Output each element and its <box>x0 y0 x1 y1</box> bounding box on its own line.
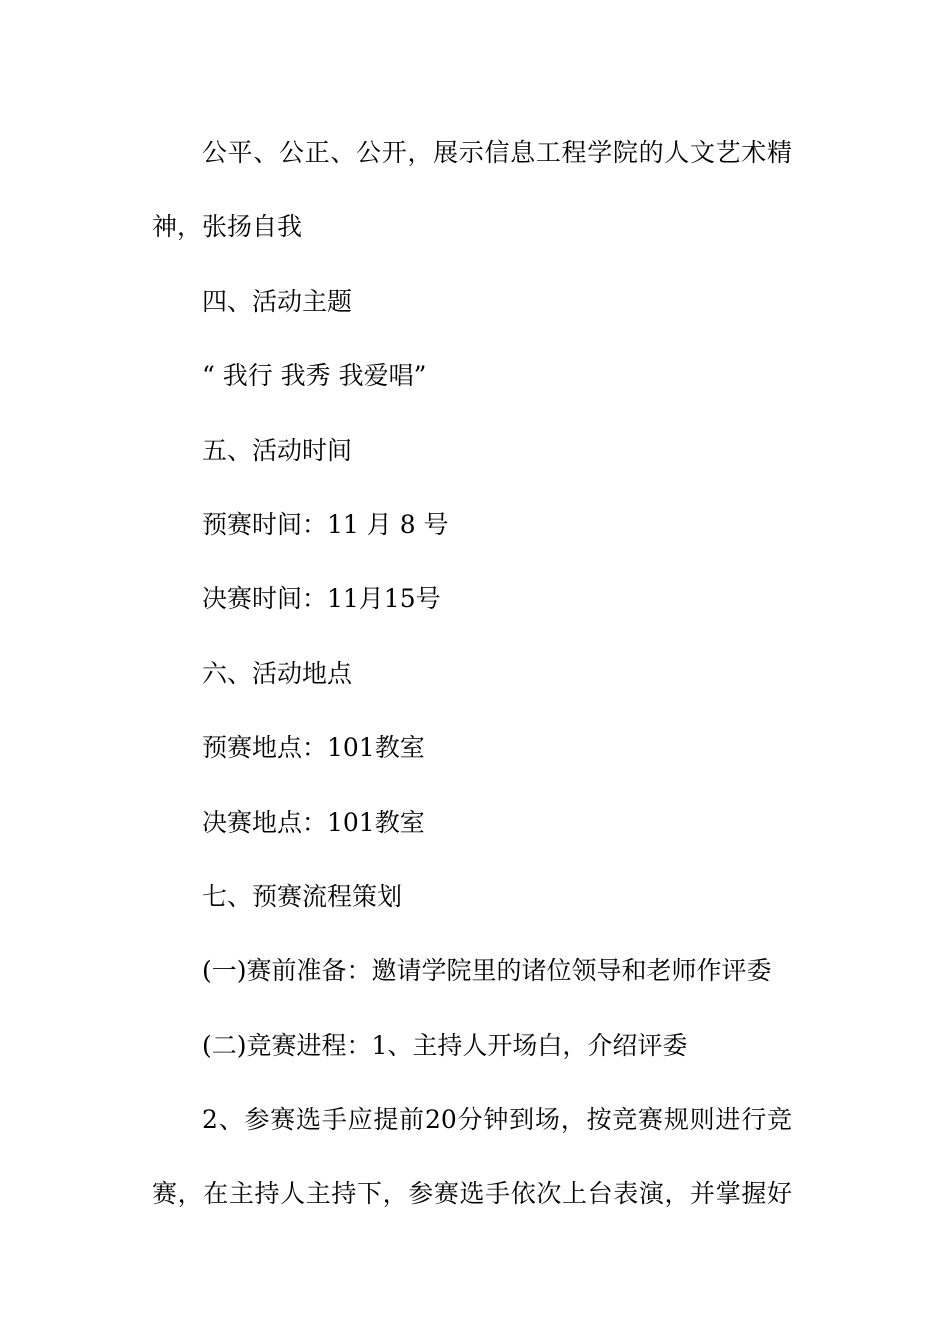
final-time: 决赛时间：11月15号 <box>202 584 441 614</box>
pre-competition-preparation: (一)赛前准备：邀请学院里的诸位领导和老师作评委 <box>202 956 772 986</box>
section-heading-preliminary-process: 七、预赛流程策划 <box>202 881 403 911</box>
paragraph-line-1: 公平、公正、公开，展示信息工程学院的人文艺术精 <box>202 138 792 167</box>
preliminary-location: 预赛地点：101教室 <box>202 733 425 763</box>
section-heading-time: 五、活动时间 <box>202 435 353 465</box>
activity-theme-text: “ 我行 我秀 我爱唱” <box>202 361 427 391</box>
competition-process: (二)竞赛进程：1、主持人开场白，介绍评委 <box>202 1030 688 1060</box>
process-step-2-line-1: 2、参赛选手应提前20分钟到场，按竞赛规则进行竞 <box>202 1105 792 1135</box>
document-body <box>152 116 792 1232</box>
paragraph-line-2: 神，张扬自我 <box>152 212 303 242</box>
preliminary-time: 预赛时间：11 月 8 号 <box>202 509 449 539</box>
process-step-2-line-2: 赛，在主持人主持下，参赛选手依次上台表演，并掌握好 <box>152 1179 792 1209</box>
section-heading-location: 六、活动地点 <box>202 658 353 688</box>
section-heading-theme: 四、活动主题 <box>202 286 353 316</box>
final-location: 决赛地点：101教室 <box>202 807 425 837</box>
